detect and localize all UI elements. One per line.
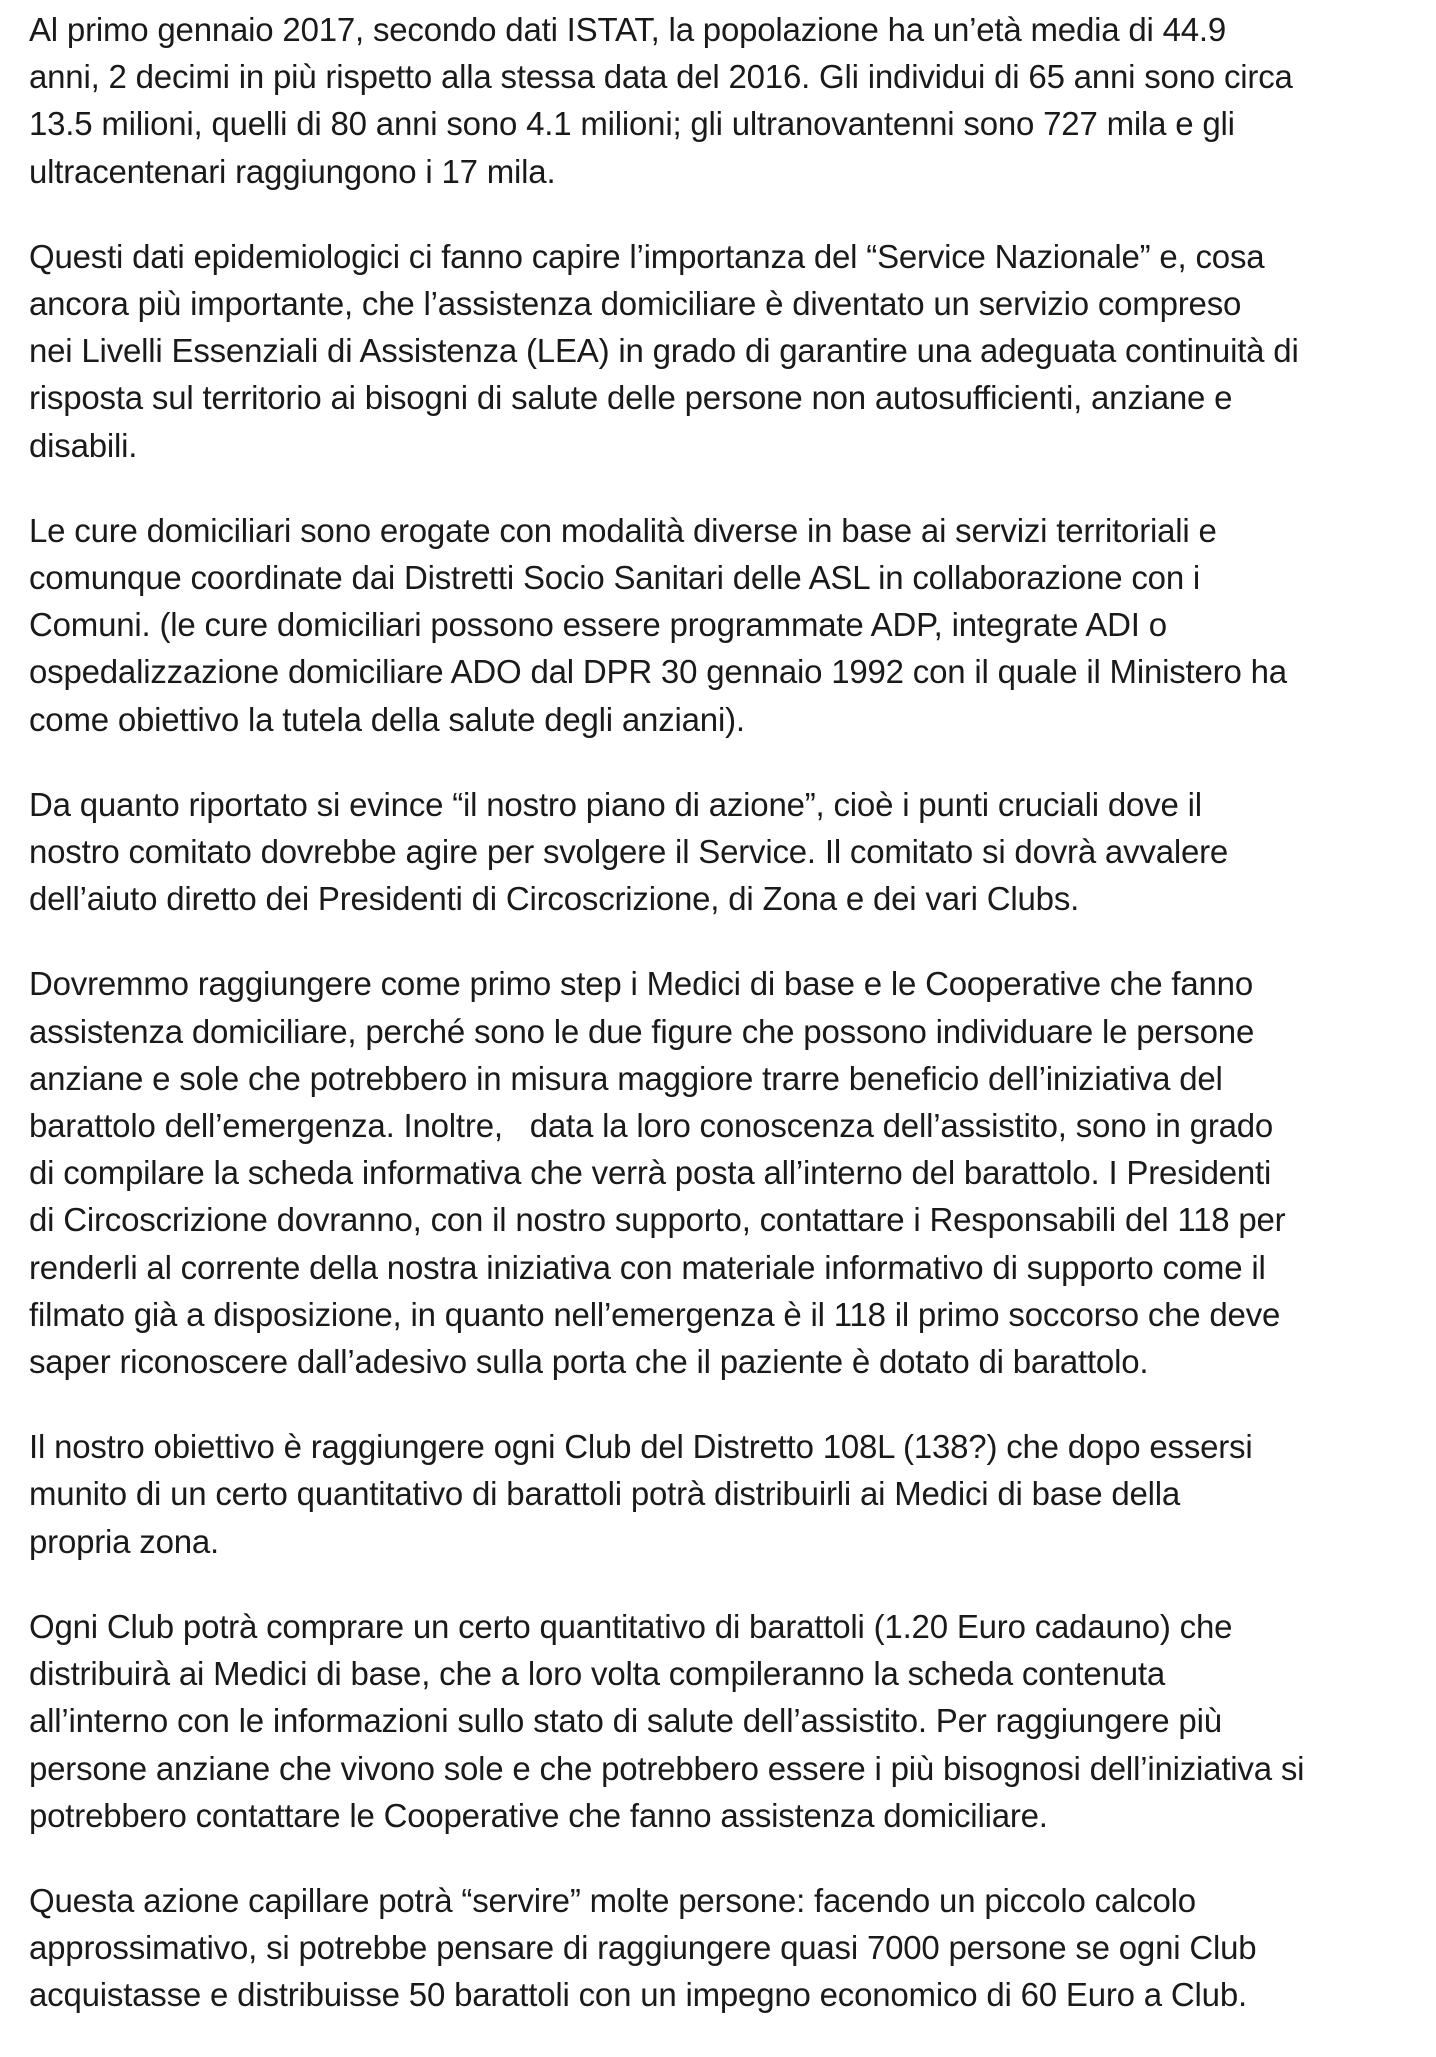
- text-line: ospedalizzazione domiciliare ADO dal DPR 30 gennaio 1992 con il quale il Ministero ha: [29, 653, 1287, 691]
- text-line: persone anziane che vivono sole e che potrebbero essere i più bisognosi dell’iniziativa si: [29, 1749, 1305, 1787]
- text-line: filmato già a disposizione, in quanto nell’emergenza è il 118 il primo soccorso che deve: [29, 1295, 1281, 1333]
- text-line: ultracentenari raggiungono i 17 mila.: [29, 152, 556, 190]
- text-line: comunque coordinate dai Distretti Socio Sanitari delle ASL in collaborazione con i: [29, 559, 1201, 597]
- text-line: distribuirà ai Medici di base, che a loro volta compileranno la scheda contenuta: [29, 1655, 1165, 1693]
- text-line: acquistasse e distribuisse 50 barattoli con un impegno economico di 60 Euro a Club.: [29, 1976, 1247, 2014]
- text-line: approssimativo, si potrebbe pensare di raggiungere quasi 7000 persone se ogni Club: [29, 1929, 1257, 1967]
- text-line: risposta sul territorio ai bisogni di salute delle persone non autosufficienti, anziane e: [29, 379, 1233, 417]
- paragraph: [29, 1877, 1424, 2019]
- text-line: dell’aiuto diretto dei Presidenti di Circoscrizione, di Zona e dei vari Clubs.: [29, 880, 1080, 918]
- text-line: Ogni Club potrà comprare un certo quantitativo di barattoli (1.20 Euro cadauno) che: [29, 1607, 1233, 1645]
- text-line: Il nostro obiettivo è raggiungere ogni Club del Distretto 108L (138?) che dopo essersi: [29, 1428, 1253, 1466]
- text-line: all’interno con le informazioni sullo stato di salute dell’assistito. Per raggiungere più: [29, 1702, 1222, 1740]
- paragraph: [29, 781, 1424, 923]
- text-line: ancora più importante, che l’assistenza domiciliare è diventato un servizio compreso: [29, 285, 1242, 323]
- text-line: assistenza domiciliare, perché sono le due figure che possono individuare le persone: [29, 1012, 1255, 1050]
- text-line: Questi dati epidemiologici ci fanno capire l’importanza del “Service Nazionale” e, cosa: [29, 237, 1265, 275]
- text-line: anziane e sole che potrebbero in misura maggiore trarre beneficio dell’iniziativa del: [29, 1059, 1223, 1097]
- text-line: barattolo dell’emergenza. Inoltre, data la loro conoscenza dell’assistito, sono in grado: [29, 1107, 1274, 1145]
- text-line: disabili.: [29, 426, 138, 464]
- text-line: potrebbero contattare le Cooperative che fanno assistenza domiciliare.: [29, 1796, 1048, 1834]
- text-line: nei Livelli Essenziali di Assistenza (LEA) in grado di garantire una adeguata continuità di: [29, 332, 1299, 370]
- text-line: Al primo gennaio 2017, secondo dati ISTAT, la popolazione ha un’età media di 44.9: [29, 11, 1227, 48]
- text-line: nostro comitato dovrebbe agire per svolgere il Service. Il comitato si dovrà avvalere: [29, 833, 1229, 871]
- text-line: Dovremmo raggiungere come primo step i Medici di base e le Cooperative che fanno: [29, 965, 1253, 1003]
- text-line: di compilare la scheda informativa che verrà posta all’interno del barattolo. I Presidenti: [29, 1154, 1272, 1192]
- text-line: di Circoscrizione dovranno, con il nostro supporto, contattare i Responsabili del 118 per: [29, 1201, 1286, 1239]
- text-line: 13.5 milioni, quelli di 80 anni sono 4.1 milioni; gli ultranovantenni sono 727 mila e gli: [29, 105, 1235, 143]
- text-line: Da quanto riportato si evince “il nostro piano di azione”, cioè i punti cruciali dove il: [29, 785, 1202, 823]
- text-line: Comuni. (le cure domiciliari possono essere programmate ADP, integrate ADI o: [29, 606, 1167, 644]
- paragraph: [29, 507, 1424, 743]
- paragraph: [29, 960, 1424, 1385]
- text-line: propria zona.: [29, 1522, 220, 1560]
- text-line: saper riconoscere dall’adesivo sulla porta che il paziente è dotato di barattolo.: [29, 1343, 1149, 1381]
- text-line: Questa azione capillare potrà “servire” molte persone: facendo un piccolo calcolo: [29, 1881, 1196, 1919]
- document-body: [29, 6, 1424, 2057]
- text-line: renderli al corrente della nostra iniziativa con materiale informativo di supporto come il: [29, 1248, 1266, 1286]
- paragraph: [29, 6, 1424, 195]
- paragraph: [29, 1603, 1424, 1839]
- text-line: come obiettivo la tutela della salute degli anziani).: [29, 700, 745, 738]
- paragraph: [29, 1423, 1424, 1565]
- text-line: anni, 2 decimi in più rispetto alla stessa data del 2016. Gli individui di 65 anni sono circa: [29, 58, 1293, 96]
- text-line: Le cure domiciliari sono erogate con modalità diverse in base ai servizi territoriali e: [29, 511, 1217, 549]
- text-line: munito di un certo quantitativo di barattoli potrà distribuirli ai Medici di base della: [29, 1475, 1181, 1513]
- paragraph: [29, 233, 1424, 469]
